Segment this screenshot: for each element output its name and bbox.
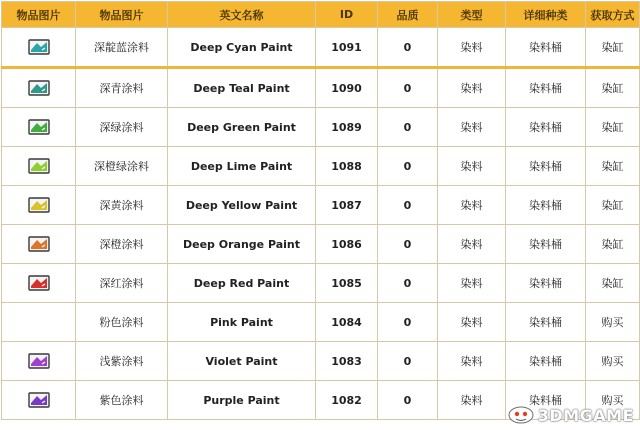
table-header-row <box>2 2 640 28</box>
header-kind: 详细种类 <box>506 2 586 28</box>
item-name-cn: 深红涂料 <box>76 264 168 303</box>
header-quality: 品质 <box>378 2 438 28</box>
item-name-cn: 紫色涂料 <box>76 381 168 420</box>
table-row <box>2 303 640 342</box>
paint-bucket-icon <box>28 80 50 96</box>
item-name-en: Pink Paint <box>168 303 316 342</box>
item-type: 染料 <box>438 264 506 303</box>
item-type: 染料 <box>438 186 506 225</box>
item-type: 染料 <box>438 381 506 420</box>
item-quality: 0 <box>378 342 438 381</box>
item-kind: 染料桶 <box>506 68 586 108</box>
item-image-cell <box>2 303 76 342</box>
paint-bucket-icon <box>28 39 50 55</box>
header-id: ID <box>316 2 378 28</box>
item-name-en: Purple Paint <box>168 381 316 420</box>
item-image-cell <box>2 68 76 108</box>
item-name-en: Deep Teal Paint <box>168 68 316 108</box>
item-name-en: Deep Cyan Paint <box>168 28 316 68</box>
item-kind: 染料桶 <box>506 303 586 342</box>
item-type: 染料 <box>438 303 506 342</box>
item-type: 染料 <box>438 108 506 147</box>
item-name-en: Deep Green Paint <box>168 108 316 147</box>
item-id: 1082 <box>316 381 378 420</box>
item-name-cn: 深橙涂料 <box>76 225 168 264</box>
item-source: 染缸 <box>586 186 640 225</box>
item-source: 购买 <box>586 381 640 420</box>
item-id: 1086 <box>316 225 378 264</box>
item-id: 1090 <box>316 68 378 108</box>
item-source: 染缸 <box>586 147 640 186</box>
table-row <box>2 342 640 381</box>
item-name-cn: 深黄涂料 <box>76 186 168 225</box>
item-type: 染料 <box>438 68 506 108</box>
item-name-cn: 深青涂料 <box>76 68 168 108</box>
item-quality: 0 <box>378 225 438 264</box>
watermark-logo-icon <box>506 404 536 426</box>
header-item-name: 物品图片 <box>76 2 168 28</box>
item-source: 购买 <box>586 342 640 381</box>
item-kind: 染料桶 <box>506 28 586 68</box>
item-kind: 染料桶 <box>506 147 586 186</box>
item-quality: 0 <box>378 108 438 147</box>
item-quality: 0 <box>378 381 438 420</box>
item-id: 1089 <box>316 108 378 147</box>
header-type: 类型 <box>438 2 506 28</box>
item-type: 染料 <box>438 225 506 264</box>
item-source: 染缸 <box>586 28 640 68</box>
item-quality: 0 <box>378 28 438 68</box>
item-name-cn: 深靛蓝涂料 <box>76 28 168 68</box>
paint-table <box>1 1 640 420</box>
item-name-en: Violet Paint <box>168 342 316 381</box>
item-source: 购买 <box>586 303 640 342</box>
table-row <box>2 186 640 225</box>
item-quality: 0 <box>378 186 438 225</box>
item-type: 染料 <box>438 147 506 186</box>
paint-bucket-icon <box>28 353 50 369</box>
item-image-cell <box>2 108 76 147</box>
item-type: 染料 <box>438 28 506 68</box>
item-source: 染缸 <box>586 68 640 108</box>
table-row <box>2 225 640 264</box>
item-id: 1084 <box>316 303 378 342</box>
item-name-en: Deep Yellow Paint <box>168 186 316 225</box>
item-image-cell <box>2 28 76 68</box>
item-image-cell <box>2 225 76 264</box>
item-name-en: Deep Lime Paint <box>168 147 316 186</box>
item-kind: 染料桶 <box>506 264 586 303</box>
item-quality: 0 <box>378 303 438 342</box>
table-row <box>2 28 640 68</box>
item-name-en: Deep Red Paint <box>168 264 316 303</box>
header-source: 获取方式 <box>586 2 640 28</box>
item-id: 1085 <box>316 264 378 303</box>
item-name-cn: 浅紫涂料 <box>76 342 168 381</box>
item-kind: 染料桶 <box>506 186 586 225</box>
item-quality: 0 <box>378 68 438 108</box>
item-kind: 染料桶 <box>506 225 586 264</box>
item-quality: 0 <box>378 264 438 303</box>
item-type: 染料 <box>438 342 506 381</box>
item-image-cell <box>2 147 76 186</box>
header-item-image: 物品图片 <box>2 2 76 28</box>
watermark <box>506 404 634 426</box>
item-image-cell <box>2 342 76 381</box>
item-id: 1083 <box>316 342 378 381</box>
table-row <box>2 68 640 108</box>
item-source: 染缸 <box>586 225 640 264</box>
item-quality: 0 <box>378 147 438 186</box>
paint-bucket-icon <box>28 275 50 291</box>
item-kind: 染料桶 <box>506 342 586 381</box>
item-image-cell <box>2 186 76 225</box>
item-image-cell <box>2 381 76 420</box>
item-name-cn: 深橙绿涂料 <box>76 147 168 186</box>
item-source: 染缸 <box>586 264 640 303</box>
item-id: 1088 <box>316 147 378 186</box>
paint-bucket-icon <box>28 392 50 408</box>
paint-bucket-icon <box>28 119 50 135</box>
paint-bucket-icon <box>28 236 50 252</box>
item-kind: 染料桶 <box>506 381 586 420</box>
header-english-name: 英文名称 <box>168 2 316 28</box>
item-name-cn: 深绿涂料 <box>76 108 168 147</box>
item-name-en: Deep Orange Paint <box>168 225 316 264</box>
table-row <box>2 147 640 186</box>
paint-bucket-icon <box>28 158 50 174</box>
item-kind: 染料桶 <box>506 108 586 147</box>
item-id: 1087 <box>316 186 378 225</box>
paint-bucket-icon <box>28 197 50 213</box>
table-row <box>2 108 640 147</box>
item-source: 染缸 <box>586 108 640 147</box>
watermark-text: 3DMGAME <box>537 405 634 425</box>
item-name-cn: 粉色涂料 <box>76 303 168 342</box>
table-row <box>2 264 640 303</box>
item-image-cell <box>2 264 76 303</box>
item-id: 1091 <box>316 28 378 68</box>
